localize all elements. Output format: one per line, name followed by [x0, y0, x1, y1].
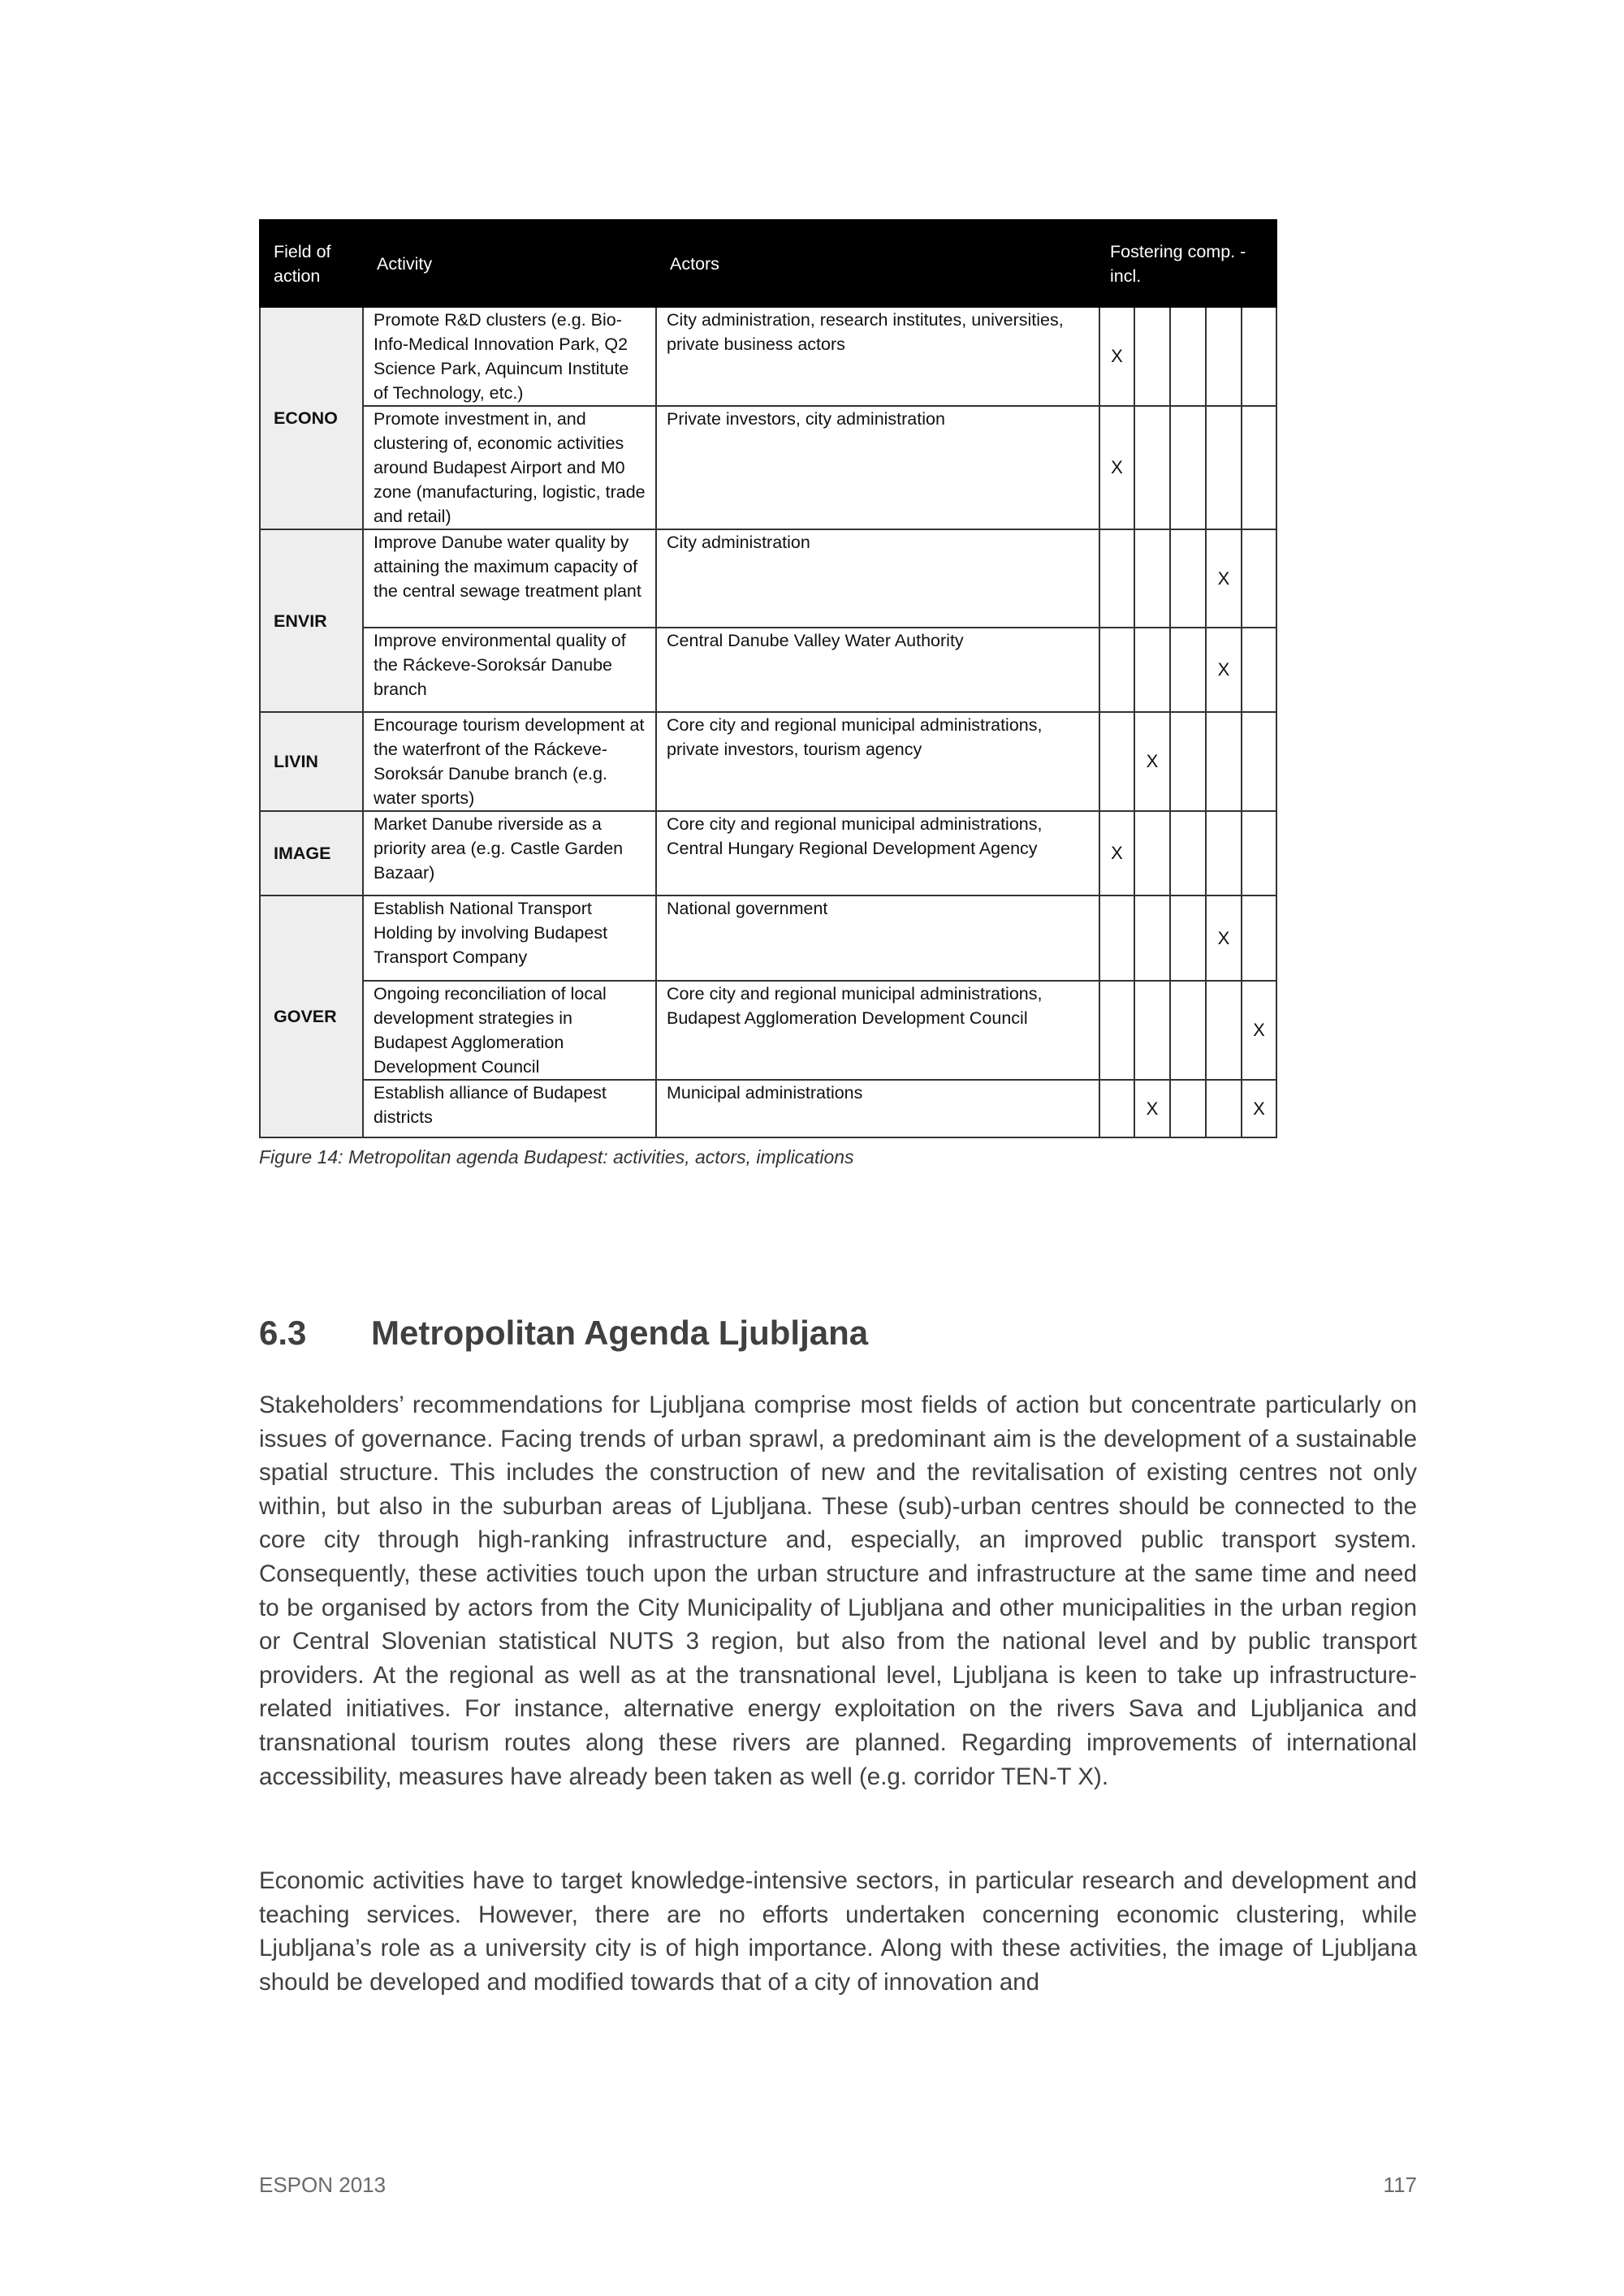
mark-cell — [1242, 896, 1276, 981]
mark-cell — [1134, 981, 1170, 1080]
actors-cell: City administration, research institutes, universities, private business actors — [656, 307, 1099, 406]
footer-label: ESPON 2013 — [259, 2173, 387, 2197]
table-header — [260, 220, 1276, 307]
header-actors: Actors — [656, 220, 1099, 307]
actors-cell: National government — [656, 896, 1099, 981]
mark-cell — [1206, 811, 1242, 896]
actors-cell: Municipal administrations — [656, 1080, 1099, 1137]
table-row — [260, 307, 1276, 406]
mark-cell — [1170, 811, 1206, 896]
activity-cell: Establish National Transport Holding by involving Budapest Transport Company — [363, 896, 656, 981]
agenda-table — [259, 219, 1277, 1138]
mark-cell — [1099, 896, 1134, 981]
mark-cell: X — [1099, 307, 1134, 406]
table-row — [260, 981, 1276, 1080]
mark-cell — [1099, 529, 1134, 628]
mark-cell — [1242, 307, 1276, 406]
actors-cell: Core city and regional municipal administrations, Central Hungary Regional Development Agency — [656, 811, 1099, 896]
mark-cell — [1099, 1080, 1134, 1137]
mark-cell — [1134, 896, 1170, 981]
mark-cell: X — [1242, 1080, 1276, 1137]
mark-cell: X — [1099, 406, 1134, 529]
mark-cell — [1206, 712, 1242, 811]
mark-cell — [1170, 1080, 1206, 1137]
field-image: IMAGE — [260, 811, 363, 896]
table-row — [260, 712, 1276, 811]
agenda-table-wrapper — [259, 219, 1276, 1138]
actors-cell: Central Danube Valley Water Authority — [656, 628, 1099, 712]
field-envir: ENVIR — [260, 529, 363, 712]
mark-cell: X — [1206, 529, 1242, 628]
mark-cell: X — [1134, 712, 1170, 811]
table-row — [260, 1080, 1276, 1137]
activity-cell: Ongoing reconciliation of local development strategies in Budapest Agglomeration Development Council — [363, 981, 656, 1080]
body-paragraph: Economic activities have to target knowledge-intensive sectors, in particular research and development and teaching services. However, there are no efforts undertaken concerning economic clustering, while Ljubljana’s role as a university city is of high importance. Along with these activities, the image of Ljubljana should be developed and modified towards that of a city of innovation and — [259, 1867, 1417, 1996]
table-row — [260, 406, 1276, 529]
mark-cell: X — [1099, 811, 1134, 896]
mark-cell — [1170, 406, 1206, 529]
mark-cell — [1134, 307, 1170, 406]
section-title: Metropolitan Agenda Ljubljana — [371, 1314, 869, 1352]
mark-cell — [1242, 628, 1276, 712]
section-number: 6.3 — [259, 1314, 307, 1352]
actors-cell: Core city and regional municipal administrations, private investors, tourism agency — [656, 712, 1099, 811]
mark-cell — [1170, 529, 1206, 628]
mark-cell — [1242, 529, 1276, 628]
activity-cell: Improve Danube water quality by attaining the maximum capacity of the central sewage treatment plant — [363, 529, 656, 628]
table-body — [260, 307, 1276, 1137]
mark-cell — [1134, 628, 1170, 712]
header-field-of-action: Field of action — [260, 220, 363, 307]
table-row — [260, 529, 1276, 628]
mark-cell — [1170, 628, 1206, 712]
mark-cell — [1170, 712, 1206, 811]
mark-cell — [1242, 406, 1276, 529]
page-number: 117 — [1383, 2173, 1417, 2197]
field-livin: LIVIN — [260, 712, 363, 811]
activity-cell: Encourage tourism development at the waterfront of the Ráckeve-Soroksár Danube branch (e.g. water sports) — [363, 712, 656, 811]
mark-cell — [1170, 307, 1206, 406]
mark-cell — [1170, 896, 1206, 981]
header-fostering: Fostering comp. - incl. — [1099, 220, 1276, 307]
mark-cell — [1134, 406, 1170, 529]
mark-cell — [1099, 981, 1134, 1080]
mark-cell — [1099, 628, 1134, 712]
mark-cell — [1206, 307, 1242, 406]
figure-caption: Figure 14: Metropolitan agenda Budapest: activities, actors, implications — [259, 1146, 854, 1167]
table-header-row — [260, 220, 1276, 307]
mark-cell: X — [1242, 981, 1276, 1080]
table-row — [260, 811, 1276, 896]
mark-cell — [1099, 712, 1134, 811]
activity-cell: Establish alliance of Budapest districts — [363, 1080, 656, 1137]
mark-cell — [1242, 712, 1276, 811]
mark-cell: X — [1206, 628, 1242, 712]
field-econo: ECONO — [260, 307, 363, 529]
header-activity: Activity — [363, 220, 656, 307]
mark-cell — [1134, 811, 1170, 896]
activity-cell: Improve environmental quality of the Ráckeve-Soroksár Danube branch — [363, 628, 656, 712]
mark-cell — [1134, 529, 1170, 628]
mark-cell — [1206, 406, 1242, 529]
mark-cell — [1206, 981, 1242, 1080]
mark-cell — [1170, 981, 1206, 1080]
table-row — [260, 896, 1276, 981]
mark-cell: X — [1134, 1080, 1170, 1137]
actors-cell: Core city and regional municipal administrations, Budapest Agglomeration Development Council — [656, 981, 1099, 1080]
actors-cell: Private investors, city administration — [656, 406, 1099, 529]
body-paragraph: Stakeholders’ recommendations for Ljubljana comprise most fields of action but concentrate particularly on issues of governance. Facing trends of urban sprawl, a predominant aim is the development of a sustainable spatial structure. This includes the construction of new and the revitalisation of existing centres not only within, but also in the suburban areas of Ljubljana. These (sub)-urban centres should be connected to the core city through high-ranking infrastructure and, especially, an improved public transport system. Consequently, these activities touch upon the urban structure and infrastructure at the same time and need to be organised by actors from the City Municipality of Ljubljana and other municipalities in the urban region or Central Slovenian statistical NUTS 3 region, but also from the national level and by public transport providers. At the regional as well as at the transnational level, Ljubljana is keen to take up infrastructure-related initiatives. For instance, alternative energy exploitation on the rivers Sava and Ljubljanica and transnational tourism routes along these rivers are planned. Regarding improvements of international accessibility, measures have already been taken as well (e.g. corridor TEN-T X). — [259, 1392, 1417, 1790]
mark-cell — [1242, 811, 1276, 896]
section-heading — [259, 1314, 868, 1353]
mark-cell — [1206, 1080, 1242, 1137]
table-row — [260, 628, 1276, 712]
mark-cell: X — [1206, 896, 1242, 981]
activity-cell: Promote R&D clusters (e.g. Bio-Info-Medical Innovation Park, Q2 Science Park, Aquincum Institute of Technology, etc.) — [363, 307, 656, 406]
actors-cell: City administration — [656, 529, 1099, 628]
field-gover: GOVER — [260, 896, 363, 1137]
activity-cell: Promote investment in, and clustering of, economic activities around Budapest Airport and M0 zone (manufacturing, logistic, trade and retail) — [363, 406, 656, 529]
activity-cell: Market Danube riverside as a priority area (e.g. Castle Garden Bazaar) — [363, 811, 656, 896]
